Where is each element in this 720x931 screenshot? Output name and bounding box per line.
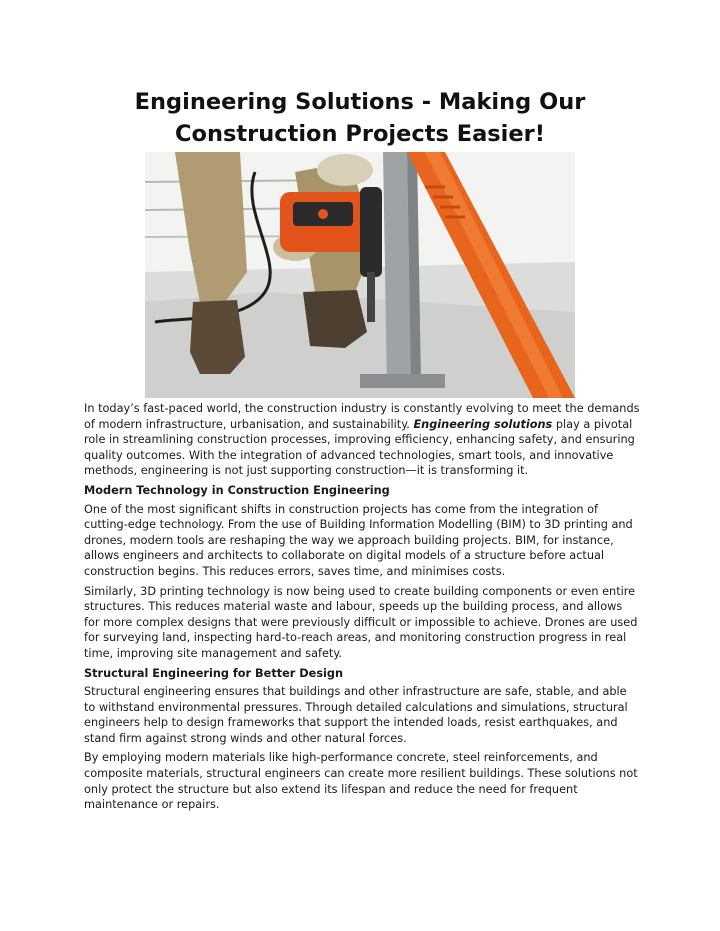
emphasis-engineering-solutions: Engineering solutions	[413, 417, 553, 431]
construction-drill-photo	[145, 152, 575, 398]
intro-paragraph: In today’s fast-paced world, the construction industry is constantly evolving to meet the demands of modern infrastructure, urbanisation, and sustainability. Engineering solutions play a pivotal role in streamlining construction processes, improving efficiency, enhancing safety, and ensuring quality outcomes. With the integration of advanced technologies, smart tools, and innovative methods, engineering is not just supporting construction—it is transforming it.	[84, 402, 640, 478]
paragraph: By employing modern materials like high-performance concrete, steel reinforcements, and composite materials, structural engineers can create more resilient buildings. These solutions not only protect the structure but also extend its lifespan and reduce the need for frequent maintenance or repairs.	[84, 751, 638, 812]
article-body	[84, 401, 640, 817]
page-title: Engineering Solutions - Making Our Construction Projects Easier!	[134, 89, 586, 147]
paragraph: Structural engineering ensures that buildings and other infrastructure are safe, stable, and able to withstand environmental pressures. Through detailed calculations and simulations, structural engineers help to design frameworks that support the intended loads, resist earthquakes, and stand firm against strong winds and other natural forces.	[84, 685, 628, 745]
paragraph: One of the most significant shifts in construction projects has come from the integration of cutting-edge technology. From the use of Building Information Modelling (BIM) to 3D printing and drones, modern tools are reshaping the way we approach building projects. BIM, for instance, allows engineers and architects to collaborate on digital models of a structure before actual construction begins. This reduces errors, saves time, and minimises costs.	[84, 502, 633, 578]
section-heading-modern-technology: Modern Technology in Construction Engineering	[84, 483, 390, 497]
paragraph: Similarly, 3D printing technology is now being used to create building components or even entire structures. This reduces material waste and labour, speeds up the building process, and allows for more complex designs that were previously difficult or impossible to achieve. Drones are used for surveying land, inspecting hard-to-reach areas, and monitoring construction progress in real time, improving site management and safety.	[84, 584, 638, 660]
section-heading-structural-engineering: Structural Engineering for Better Design	[84, 666, 344, 680]
